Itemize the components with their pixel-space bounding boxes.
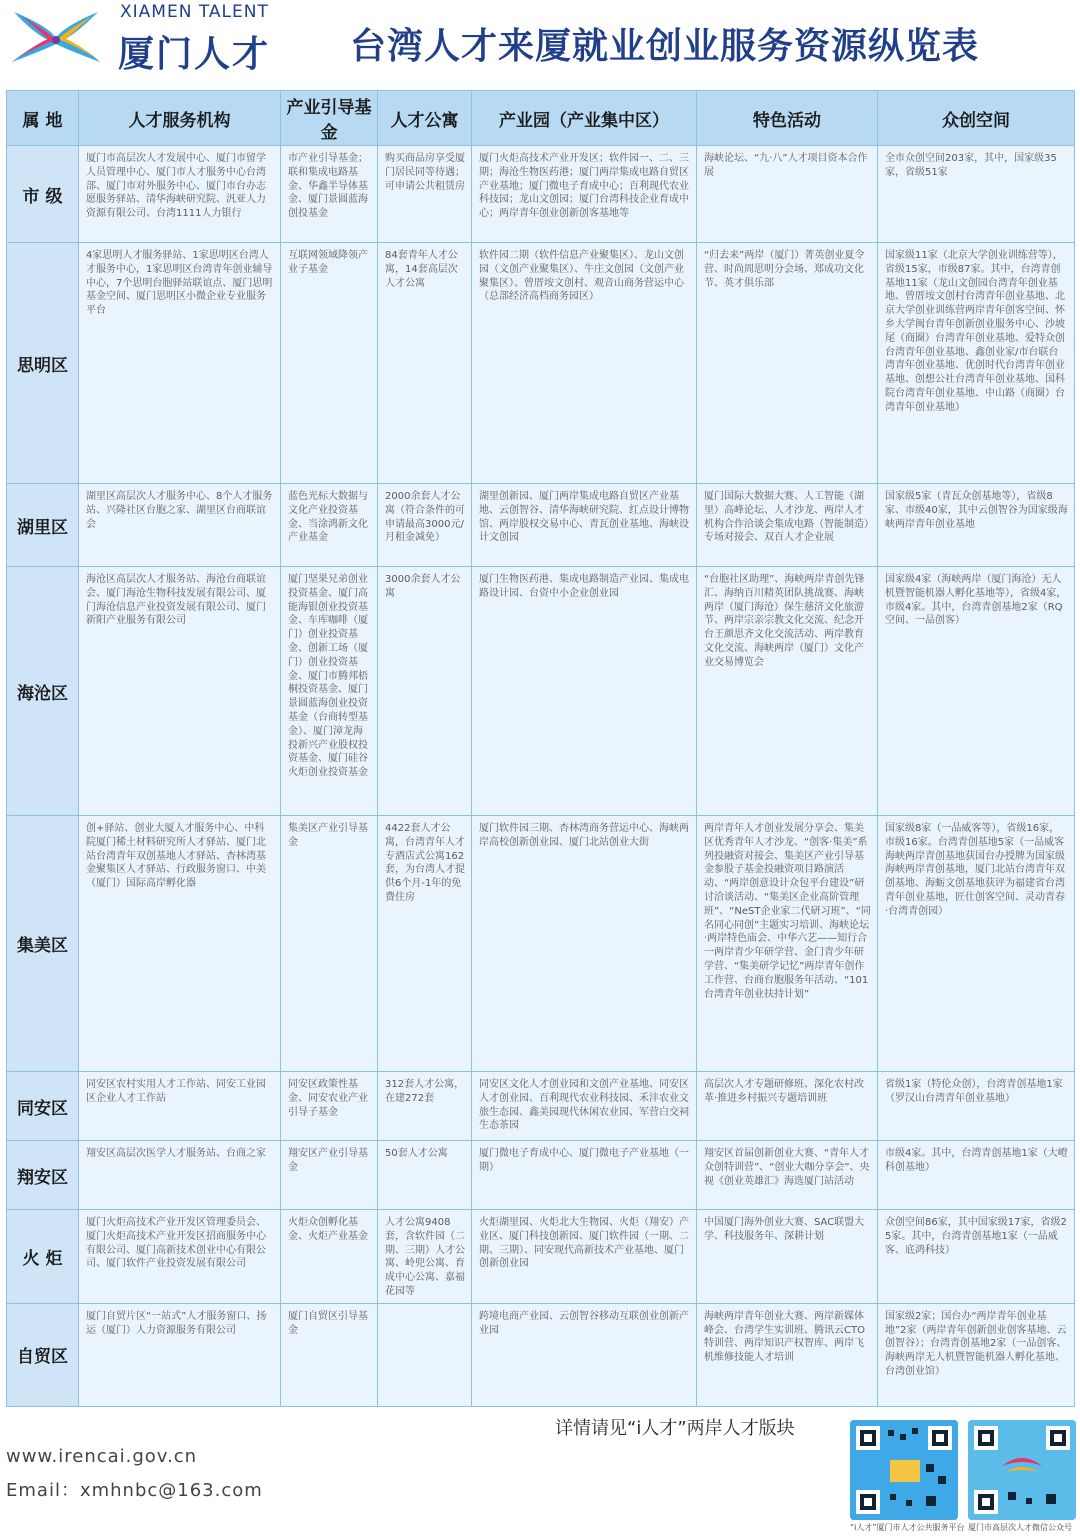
service-cell: 厦门火炬高技术产业开发区管理委员会、厦门火炬高技术产业开发区招商服务中心有限公司、厦门高新技术创业中心有限公司、厦门软件产业投资发展有限公司 (79, 1210, 281, 1304)
area-cell: 思明区 (7, 243, 79, 484)
apartment-cell: 312套人才公寓，在建272套 (378, 1072, 472, 1141)
page-header (0, 0, 1080, 88)
service-cell: 创+驿站、创业大厦人才服务中心、中科院厦门稀土材料研究所人才驿站、厦门北站台湾青年双创基地人才驿站、杏林湾基金聚集区人才驿站、行政服务窗口、中美（厦门）国际高岸孵化器 (79, 816, 281, 1072)
space-cell: 国家级2家；国台办“两岸青年创业基地”2家（两岸青年创新创业创客基地、云创智谷）；台湾青创基地2家（一品创客、海峡两岸无人机暨智能机器人孵化基地、台湾创业馆） (878, 1303, 1075, 1406)
page-title: 台湾人才来厦就业创业服务资源纵览表 (350, 25, 980, 67)
fund-cell: 蓝色光标大数据与文化产业投资基金、当涂鸿新文化产业基金 (281, 484, 378, 567)
fund-cell: 厦门自贸区引导基金 (281, 1303, 378, 1406)
space-cell: 市级4家。其中，台湾青创基地1家（大嶝科创基地） (878, 1141, 1075, 1210)
table-row (7, 1210, 1075, 1304)
space-cell: 国家级8家（一品威客等），省级16家，市级16家。台湾青创基地5家（一品威客海峡两岸青创基地获国台办授牌为国家级海峡两岸青创基地，厦门北站台湾青年双创基地、海蛎文创基地获评为福建省台湾青年创业基地，匠仕创客空间、灵动青春·台湾青创园） (878, 816, 1075, 1072)
activity-cell: 海峡论坛、“九·八”人才项目资本合作展 (697, 146, 878, 243)
area-cell: 自贸区 (7, 1303, 79, 1406)
column-header-service: 人才服务机构 (79, 91, 281, 146)
service-cell: 海沧区高层次人才服务站、海沧台商联谊会、厦门海沧生物科技发展有限公司、厦门海沧信息产业投资发展有限公司、厦门新阳产业服务有限公司 (79, 567, 281, 816)
park-cell: 软件园二期（软件信息产业聚集区）、龙山文创园（文创产业聚集区）、牛庄文创园（文创产业聚集区）、曾厝垵文创村、观音山商务营运中心（总部经济高档商务园区） (472, 243, 697, 484)
park-cell: 厦门生物医药港、集成电路制造产业园、集成电路设计园、台资中小企业创业园 (472, 567, 697, 816)
qr1-caption: “i人才”厦门市人才公共服务平台 (850, 1523, 965, 1532)
more-info-text: 详情请见“i人才”两岸人才版块 (555, 1418, 795, 1439)
table-row (7, 243, 1075, 484)
logo-english-text: XIAMEN TALENT (120, 2, 269, 22)
apartment-cell: 84套青年人才公寓，14套高层次人才公寓 (378, 243, 472, 484)
xiamen-talent-logo-icon (8, 6, 104, 66)
fund-cell: 互联网领域降领产业子基金 (281, 243, 378, 484)
fund-cell: 同安区政策性基金、同安农业产业引导子基金 (281, 1072, 378, 1141)
park-cell: 湖里创新园、厦门两岸集成电路自贸区产业基地、云创智谷、清华海峡研究院、红点设计博物馆、两岸股权交易中心、青瓦创业基地、海峡设计文创园 (472, 484, 697, 567)
apartment-cell: 4422套人才公寓，台湾青年人才专酒店式公寓162套，为台湾人才提供6个月-1年的免费住房 (378, 816, 472, 1072)
activity-cell: “归去来”两岸（厦门）菁英创业夏令营、时尚周思明分会场、郑成功文化节、英才俱乐部 (697, 243, 878, 484)
apartment-cell: 50套人才公寓 (378, 1141, 472, 1210)
activity-cell: 两岸青年人才创业发展分享会、集美区优秀青年人才沙龙、“创客·集美”系列投融资对接会、集美区产业引导基金参股子基金投融资项目路演活动、“两岸创意设计众包平台建设”研讨洽谈活动、“集美区企业高阶管理班”、“NeST企业家二代研习班”、“同名同心同创”主题实习培训、海峡论坛·两岸特色庙会、中华六艺——知行合一两岸青少年研学营、金门青少年研学营、“集美研学记忆”两岸青年创作工作营、台商台胞服务年活动、“101台湾青年创业扶持计划” (697, 816, 878, 1072)
area-cell: 同安区 (7, 1072, 79, 1141)
space-cell: 省级1家（特伦众创），台湾青创基地1家（罗汉山台湾青年创业基地） (878, 1072, 1075, 1141)
column-header-park: 产业园（产业集中区） (472, 91, 697, 146)
email-link[interactable]: Email：xmhnbc@163.com (6, 1480, 263, 1501)
service-cell: 厦门自贸片区“一站式”人才服务窗口、扬运（厦门）人力资源服务有限公司 (79, 1303, 281, 1406)
qr2-caption: 厦门市高层次人才微信公众号 (968, 1523, 1072, 1532)
area-cell: 火 炬 (7, 1210, 79, 1304)
fund-cell: 翔安区产业引导基金 (281, 1141, 378, 1210)
apartment-cell: 人才公寓9408套，含软件园（二期、三期）人才公寓、岭兜公寓、育成中心公寓、嘉福花园等 (378, 1210, 472, 1304)
park-cell: 厦门微电子育成中心、厦门微电子产业基地（一期） (472, 1141, 697, 1210)
fund-cell: 火炬众创孵化基金、火炬产业基金 (281, 1210, 378, 1304)
table-row (7, 146, 1075, 243)
column-header-area: 属 地 (7, 91, 79, 146)
area-cell: 翔安区 (7, 1141, 79, 1210)
park-cell: 同安区文化人才创业园和文创产业基地、同安区人才创业园、百利现代农业科技园、禾沣农业文旅生态园、鑫美园现代休闲农业园、军营白交祠生态茶园 (472, 1072, 697, 1141)
space-cell: 国家级5家（青瓦众创基地等），省级8家、市级40家，其中云创智谷为国家级海峡两岸青年创业基地 (878, 484, 1075, 567)
area-cell: 市 级 (7, 146, 79, 243)
area-cell: 集美区 (7, 816, 79, 1072)
space-cell: 国家级4家（海峡两岸（厦门海沧）无人机暨智能机器人孵化基地等），省级4家，市级4家。其中，台湾青创基地2家（RQ空间、一品创客） (878, 567, 1075, 816)
resource-table (6, 90, 1075, 1407)
column-header-activity: 特色活动 (697, 91, 878, 146)
area-cell: 海沧区 (7, 567, 79, 816)
service-cell: 湖里区高层次人才服务中心、8个人才服务站、兴隆社区台胞之家、湖里区台商联谊会 (79, 484, 281, 567)
space-cell: 全市众创空间203家，其中，国家级35家，省级51家 (878, 146, 1075, 243)
fund-cell: 集美区产业引导基金 (281, 816, 378, 1072)
space-cell: 国家级11家（北京大学创业训练营等），省级15家，市级87家。其中，台湾青创基地11家（龙山文创园台湾青年创业基地、曾厝垵文创村台湾青年创业基地、北京大学创业训练营两岸青年创客空间、怀乡大学闽台青年创新创业服务中心、沙坡尾（商圈）台湾青年创业基地、爱特众创台湾青年创业基地、鑫创业家/市台联台湾青年创业基地、优创时代台湾青年创业基地、创想公社台湾青年创业基地、国科院台湾青年创业基地、中山路（商圈）台湾青年创业基地） (878, 243, 1075, 484)
park-cell: 跨境电商产业园、云创智谷移动互联创业创新产业园 (472, 1303, 697, 1406)
irencai-qr-code-icon (850, 1420, 958, 1520)
wechat-qr-code-icon (968, 1420, 1076, 1520)
apartment-cell: 3000余套人才公寓 (378, 567, 472, 816)
activity-cell: 中国厦门海外创业大赛、SAC联盟大学、科技服务年、深耕计划 (697, 1210, 878, 1304)
park-cell: 厦门软件园三期、杏林湾商务营运中心、海峡两岸高校创新创业园、厦门北站创业大街 (472, 816, 697, 1072)
column-header-space: 众创空间 (878, 91, 1075, 146)
fund-cell: 厦门坚果兄弟创业投资基金、厦门高能海银创业投资基金、车库咖啡（厦门）创业投资基金、创新工场（厦门）创业投资基金、厦门市腾邦梧桐投资基金、厦门景圆蓝海创业投资基金（台商转型基金）、厦门漳龙海投新兴产业股权投资基金、厦门硅谷火炬创业投资基金 (281, 567, 378, 816)
apartment-cell: 购买商品房享受厦门居民同等待遇；可申请公共租赁房 (378, 146, 472, 243)
table-header-row (7, 91, 1075, 146)
activity-cell: 翔安区首届创新创业大赛、“青年人才众创特训营”、“创业大咖分享会”、央视《创业英雄汇》海选厦门站活动 (697, 1141, 878, 1210)
apartment-cell: 2000余套人才公寓（符合条件的可申请最高3000元/月租金减免） (378, 484, 472, 567)
service-cell: 翔安区高层次医学人才服务站、台商之家 (79, 1141, 281, 1210)
space-cell: 众创空间86家，其中国家级17家，省级25家。其中，台湾青创基地1家（一品威客、底鸿科技） (878, 1210, 1075, 1304)
table-row (7, 816, 1075, 1072)
column-header-fund: 产业引导基金 (281, 91, 378, 146)
service-cell: 4家思明人才服务驿站、1家思明区台湾人才服务中心，1家思明区台湾青年创业辅导中心，7个思明台胞驿站联谊点、厦门思明基金空间、厦门思明区小微企业专业服务平台 (79, 243, 281, 484)
table-row (7, 1072, 1075, 1141)
activity-cell: “台胞社区助理”、海峡两岸青创先锋汇、海纳百川精英团队挑战赛、海峡两岸（厦门海沧）保生慈济文化旅游节、两岸宗亲宗教文化交流、纪念开台王颜思齐文化交流活动、两岸教育文化交流、海峡两岸（厦门）文化产业交易博览会 (697, 567, 878, 816)
table-row (7, 484, 1075, 567)
column-header-apartment: 人才公寓 (378, 91, 472, 146)
park-cell: 厦门火炬高技术产业开发区；软件园一、二、三期；海沧生物医药港；厦门两岸集成电路自贸区产业基地；厦门微电子育成中心；百利现代农业科技园；龙山文创园；厦门台湾科技企业育成中心；两岸青年创业创新创客基地等 (472, 146, 697, 243)
logo-chinese-text: 厦门人才 (118, 34, 271, 75)
table-row (7, 567, 1075, 816)
area-cell: 湖里区 (7, 484, 79, 567)
activity-cell: 高层次人才专题研修班、深化农村改革·推进乡村振兴专题培训班 (697, 1072, 878, 1141)
website-link[interactable]: www.irencai.gov.cn (6, 1446, 198, 1467)
table-row (7, 1141, 1075, 1210)
table-row (7, 1303, 1075, 1406)
activity-cell: 厦门国际大数据大赛、人工智能（湖里）高峰论坛、人才沙龙、两岸人才机构合作洽谈会集成电路（智能制造）专场对接会、双百人才企业展 (697, 484, 878, 567)
activity-cell: 海峡两岸青年创业大赛、两岸新媒体峰会、台湾学生实训班、腾讯云CTO特训营、两岸知识产权智库、两岸飞机维修技能人才培训 (697, 1303, 878, 1406)
service-cell: 厦门市高层次人才发展中心、厦门市留学人员管理中心、厦门市人才服务中心台湾部、厦门市对外服务中心、厦门市台办志愿服务驿站、清华海峡研究院、汎亚人力资源有限公司、台湾1111人力银行 (79, 146, 281, 243)
apartment-cell (378, 1303, 472, 1406)
fund-cell: 市产业引导基金；联和集成电路基金、华鑫半导体基金、厦门景圆蓝海创投基金 (281, 146, 378, 243)
service-cell: 同安区农村实用人才工作站、同安工业园区企业人才工作站 (79, 1072, 281, 1141)
park-cell: 火炬湖里园、火炬北大生物园、火炬（翔安）产业区、厦门科技创新园、厦门软件园（一期、二期、三期）、同安现代高新技术产业基地、厦门创新创业园 (472, 1210, 697, 1304)
